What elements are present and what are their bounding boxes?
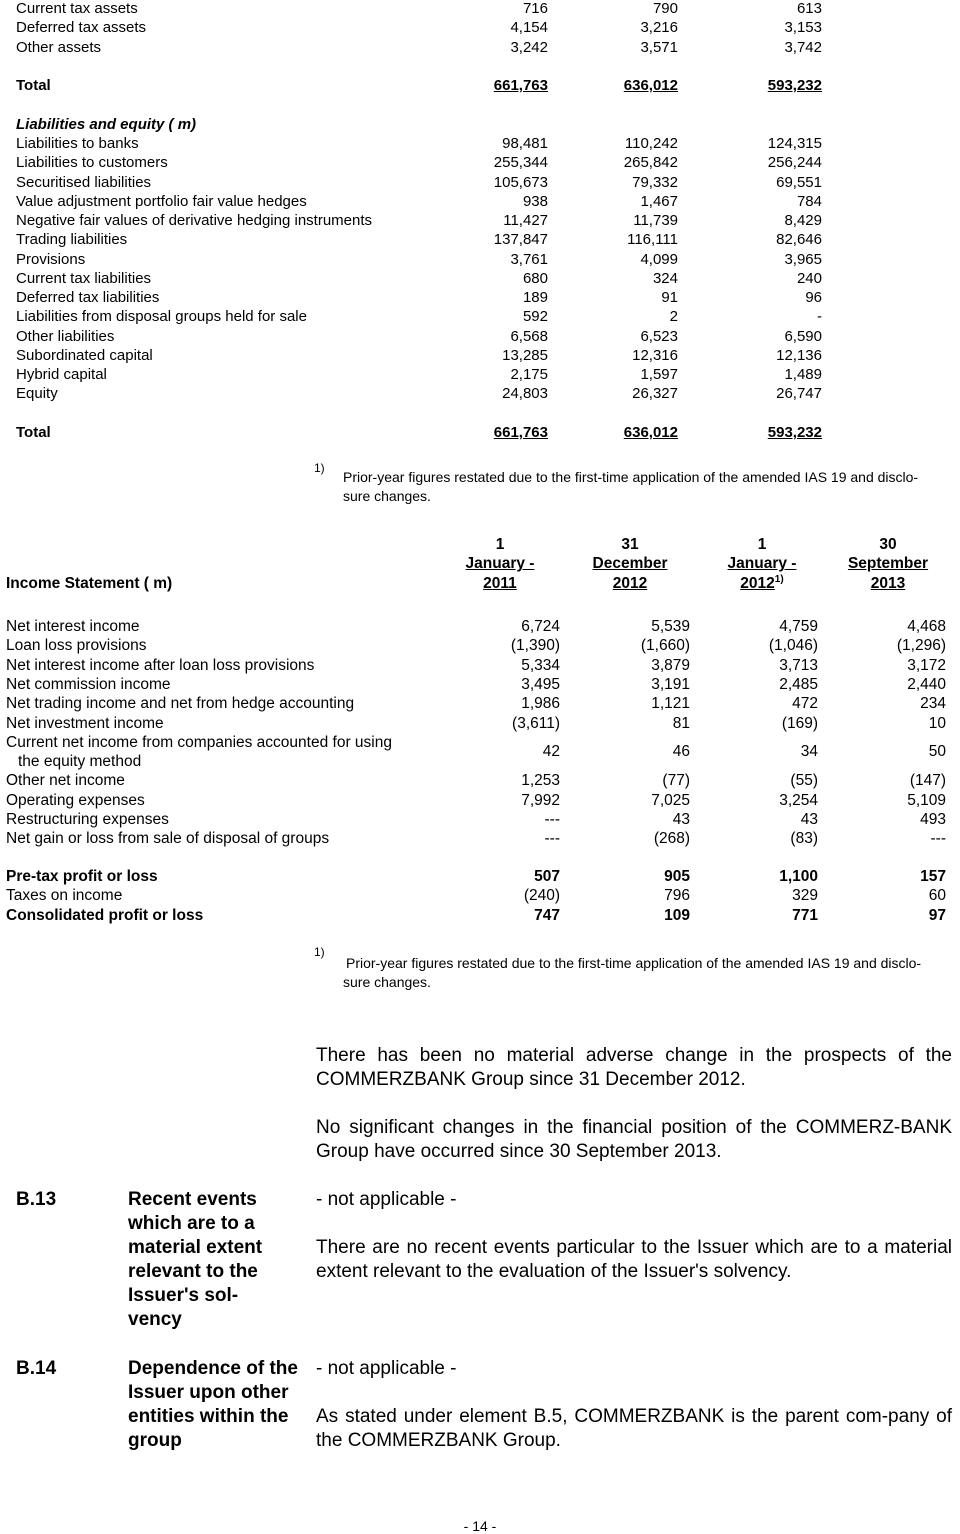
period-line-1: 31 — [621, 536, 639, 553]
row-label: Taxes on income — [6, 887, 123, 905]
row-label: Equity — [16, 385, 58, 403]
value-col-2: 109 — [664, 906, 690, 924]
element-text: As stated under element B.5, COMMERZBANK is the parent com-pany of the COMMERZBANK Group. — [316, 1406, 952, 1451]
value-col-3: 82,646 — [776, 231, 822, 249]
footnote-reference: 1) — [774, 573, 784, 585]
row-label: Provisions — [16, 250, 86, 268]
value-col-3: 240 — [796, 269, 822, 287]
value-col-1: 189 — [522, 289, 548, 306]
value-col-1: 747 — [534, 906, 560, 924]
value-col-2: 636,012 — [623, 77, 678, 94]
value-col-2: 3,191 — [651, 675, 690, 693]
element-title: Recent events which are to a material extent relevant to the Issuer's sol-vency — [128, 1189, 263, 1330]
row-label: Operating expenses — [6, 791, 145, 809]
value-col-2: 905 — [664, 868, 690, 885]
row-label: Subordinated capital — [16, 346, 153, 364]
value-col-2: (268) — [653, 830, 690, 848]
element-lead: - not applicable - — [316, 1189, 457, 1210]
row-label: Liabilities to customers — [16, 154, 168, 172]
value-col-2: 91 — [661, 289, 678, 306]
period-line-3 — [828, 574, 948, 593]
value-col-3: 96 — [805, 289, 822, 306]
row-label: Pre-tax profit or loss — [6, 868, 158, 885]
value-col-1: (1,390) — [510, 637, 560, 655]
row-label: Other net income — [6, 772, 125, 790]
value-col-1: 6,568 — [510, 327, 548, 345]
row-label: Current tax liabilities — [16, 269, 152, 287]
row-label: Net interest income — [6, 618, 140, 635]
value-col-4: 60 — [928, 887, 946, 905]
period-year: 2012 — [612, 575, 648, 592]
period-line-3 — [702, 574, 822, 593]
value-col-3: 1,100 — [779, 868, 818, 885]
value-col-3: 3,254 — [779, 791, 818, 809]
period-line-2: January - — [727, 555, 797, 572]
value-col-2: 1,121 — [651, 695, 690, 713]
value-col-3: 1,489 — [784, 366, 822, 383]
row-label: Deferred tax liabilities — [16, 289, 160, 306]
value-col-2: 46 — [672, 743, 690, 761]
footnote-line2: sure changes. — [343, 488, 431, 504]
value-col-2: 81 — [672, 714, 690, 732]
value-col-2: 43 — [672, 811, 690, 828]
value-col-3: 12,136 — [776, 346, 822, 364]
value-col-4: 50 — [928, 743, 946, 761]
value-col-3: 34 — [800, 743, 818, 761]
value-col-2: 6,523 — [640, 327, 678, 345]
value-col-3: 6,590 — [784, 327, 822, 345]
value-col-2: 3,879 — [651, 656, 690, 674]
page-number: - 14 - — [463, 1518, 497, 1534]
value-col-1: 716 — [522, 0, 548, 17]
period-line-1: 1 — [495, 536, 505, 553]
value-col-2: 324 — [652, 269, 678, 287]
value-col-2: 636,012 — [623, 424, 678, 441]
value-col-1: 2,175 — [510, 366, 548, 383]
value-col-1: 105,673 — [493, 173, 548, 191]
value-col-4: 2,440 — [907, 675, 946, 693]
row-label: Liabilities to banks — [16, 135, 139, 152]
value-col-3: 69,551 — [776, 173, 822, 191]
period-line-3 — [570, 574, 690, 593]
row-label: Consolidated profit or loss — [6, 906, 204, 924]
period-line-2: January - — [465, 555, 535, 572]
value-col-2: 790 — [652, 0, 678, 17]
value-col-3: (1,046) — [768, 637, 818, 655]
value-col-4: 157 — [920, 868, 946, 885]
row-label: Loan loss provisions — [6, 637, 147, 655]
value-col-2: 116,111 — [627, 231, 678, 249]
value-col-1: 4,154 — [510, 19, 548, 37]
value-col-1: 98,481 — [502, 135, 548, 152]
value-col-3: 26,747 — [776, 385, 822, 403]
value-col-3: 613 — [796, 0, 822, 17]
value-col-2: 265,842 — [623, 154, 678, 172]
row-label-continuation: the equity method — [18, 753, 142, 771]
period-line-1: 1 — [757, 536, 767, 553]
row-label: Current tax assets — [16, 0, 138, 17]
value-col-1: 938 — [522, 192, 548, 210]
value-col-4: 3,172 — [907, 656, 946, 674]
value-col-1: 255,344 — [493, 154, 548, 172]
value-col-4: (1,296) — [896, 637, 946, 655]
value-col-1: 3,761 — [510, 250, 548, 268]
period-year: 2013 — [870, 575, 906, 592]
value-col-1: --- — [544, 830, 560, 848]
period-line-2: September — [847, 555, 929, 572]
value-col-4: 4,468 — [907, 618, 946, 635]
footnote-line1: Prior-year figures restated due to the first-time application of the amended IAS 19 and disclo- — [343, 469, 919, 485]
value-col-1: 13,285 — [502, 346, 548, 364]
value-col-3: 124,315 — [767, 135, 822, 152]
value-col-3: 2,485 — [779, 675, 818, 693]
value-col-3: 472 — [792, 695, 818, 713]
value-col-3: 593,232 — [767, 77, 822, 94]
income-statement-title: Income Statement ( m) — [6, 575, 173, 592]
financial-position-statement: No significant changes in the financial position of the COMMERZ-BANK Group have occurred since 30 September 2013. — [316, 1117, 952, 1162]
value-col-3: (55) — [790, 772, 818, 790]
value-col-3: (169) — [781, 714, 818, 732]
value-col-4: 234 — [920, 695, 946, 713]
value-col-1: --- — [544, 811, 560, 828]
row-label: Net investment income — [6, 714, 164, 732]
value-col-2: 3,216 — [640, 19, 678, 37]
element-id: B.14 — [16, 1358, 57, 1379]
value-col-1: 42 — [542, 743, 560, 761]
period-line-1: 30 — [879, 536, 897, 553]
value-col-2: 2 — [669, 308, 678, 326]
value-col-1: 24,803 — [502, 385, 548, 403]
value-col-2: (1,660) — [640, 637, 690, 655]
value-col-1: 507 — [534, 868, 560, 885]
row-label: Deferred tax assets — [16, 19, 147, 37]
value-col-3: 43 — [800, 811, 818, 828]
row-label: Net interest income after loan loss provisions — [6, 656, 315, 674]
value-col-1: 11,427 — [503, 212, 548, 229]
row-label: Net trading income and net from hedge accounting — [6, 695, 355, 713]
value-col-4: 97 — [928, 906, 946, 924]
value-col-1: 1,253 — [521, 772, 560, 790]
value-col-2: 7,025 — [651, 791, 690, 809]
value-col-3: 256,244 — [767, 154, 822, 172]
row-label: Restructuring expenses — [6, 811, 169, 828]
row-label: Negative fair values of derivative hedging instruments — [16, 212, 373, 229]
row-label: Other assets — [16, 38, 102, 56]
value-col-3: 3,965 — [784, 250, 822, 268]
row-label: Current net income from companies accounted for using — [6, 733, 392, 751]
value-col-1: 3,242 — [510, 38, 548, 56]
row-label: Total — [16, 424, 51, 441]
value-col-2: 1,467 — [640, 192, 678, 210]
value-col-3: - — [817, 308, 822, 326]
row-label: Other liabilities — [16, 327, 115, 345]
value-col-3: 4,759 — [779, 618, 818, 635]
value-col-1: 5,334 — [521, 656, 560, 674]
value-col-2: (77) — [662, 772, 690, 790]
value-col-1: 6,724 — [521, 618, 560, 635]
value-col-3: 593,232 — [767, 424, 822, 441]
value-col-1: 3,495 — [521, 675, 560, 693]
value-col-2: 796 — [664, 887, 690, 905]
value-col-2: 3,571 — [640, 38, 678, 56]
value-col-3: 3,713 — [779, 656, 818, 674]
value-col-3: 329 — [792, 887, 818, 905]
footnote-line1: Prior-year figures restated due to the first-time application of the amended IAS 19 and disclo- — [346, 955, 922, 971]
value-col-1: 661,763 — [493, 77, 548, 94]
row-label: Hybrid capital — [16, 366, 107, 383]
value-col-1: 137,847 — [493, 231, 548, 249]
prospects-statement: There has been no material adverse change in the prospects of the COMMERZBANK Group since 31 December 2012. — [316, 1045, 952, 1090]
value-col-2: 11,739 — [633, 212, 678, 229]
footnote-line2: sure changes. — [343, 974, 431, 990]
period-line-2: December — [592, 555, 668, 572]
value-col-2: 26,327 — [632, 385, 678, 403]
value-col-3: 784 — [796, 192, 822, 210]
value-col-2: 4,099 — [640, 250, 678, 268]
row-label: Net commission income — [6, 675, 171, 693]
value-col-4: 5,109 — [907, 791, 946, 809]
row-label: Total — [16, 77, 51, 94]
period-year: 2011 — [483, 575, 517, 592]
value-col-2: 110,242 — [624, 135, 678, 152]
liabilities-heading: Liabilities and equity ( m) — [16, 116, 197, 133]
value-col-4: 10 — [928, 714, 946, 732]
value-col-3: 3,742 — [784, 38, 822, 56]
value-col-2: 1,597 — [640, 366, 678, 383]
element-title: Dependence of the Issuer upon other entities within the group — [128, 1358, 298, 1451]
value-col-2: 5,539 — [651, 618, 690, 635]
value-col-3: 771 — [792, 906, 818, 924]
value-col-3: 3,153 — [784, 19, 822, 37]
value-col-1: 592 — [522, 308, 548, 326]
value-col-3: (83) — [790, 830, 818, 848]
value-col-2: 79,332 — [632, 173, 678, 191]
value-col-1: (240) — [523, 887, 560, 905]
row-label: Liabilities from disposal groups held for sale — [16, 308, 307, 326]
row-label: Net gain or loss from sale of disposal of groups — [6, 830, 330, 848]
period-year: 2012 — [740, 575, 775, 592]
value-col-4: --- — [930, 830, 946, 848]
period-line-3 — [440, 574, 560, 593]
value-col-2: 12,316 — [632, 346, 678, 364]
value-col-1: 661,763 — [493, 424, 548, 441]
value-col-4: (147) — [909, 772, 946, 790]
value-col-1: 680 — [522, 269, 548, 287]
element-id: B.13 — [16, 1189, 57, 1210]
row-label: Trading liabilities — [16, 231, 128, 249]
value-col-3: 8,429 — [784, 212, 822, 229]
row-label: Securitised liabilities — [16, 173, 152, 191]
value-col-1: 7,992 — [521, 791, 560, 809]
element-lead: - not applicable - — [316, 1358, 457, 1379]
row-label: Value adjustment portfolio fair value hedges — [16, 192, 307, 210]
footnote-mark: 1) — [314, 945, 325, 959]
footnote-mark: 1) — [314, 461, 325, 475]
value-col-1: 1,986 — [521, 695, 560, 713]
value-col-1: (3,611) — [512, 714, 560, 732]
element-text: There are no recent events particular to the Issuer which are to a material extent relevant to the evaluation of the Issuer's solvency. — [316, 1237, 952, 1282]
value-col-4: 493 — [920, 811, 946, 828]
